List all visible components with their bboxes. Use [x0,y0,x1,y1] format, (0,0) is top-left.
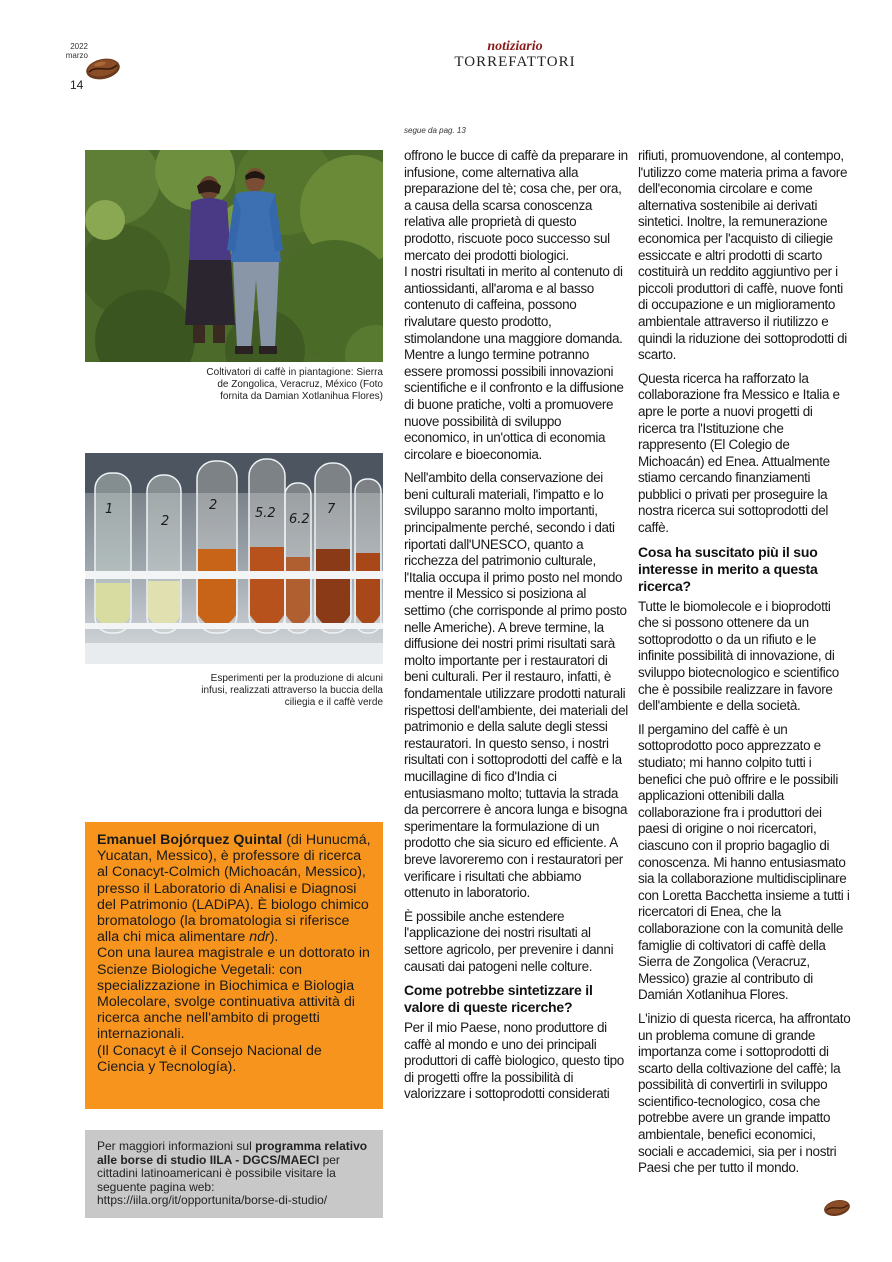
col2-question-heading: Come potrebbe sintetizzare il valore di queste ricerche? [404,982,593,1016]
col3-paragraph-3: Tutte le biomolecole e i bioprodotti che si possono ottenere da un sottoprodotto o da un rifiuto e le infinite possibilità di innovazione, di sviluppo biotecnologico e scientifico che è possibile realizzare in favore dell'ambiente e della società. [638,598,839,714]
col3-paragraph-1: rifiuti, promuovendone, al contempo, l'utilizzo come materia prima a favore dell'economia circolare e come alternativa sostenibile ai derivati sintetici. Inoltre, la remunerazione economica per l'acquisto di ciliegie essiccate e altri prodotti di scarto costituirà un reddito aggiuntivo per i piccoli produttori di caffè, nuove fonti di occupazione e un miglioramento ambientale attraverso il riutilizzo e quindi la riduzione dei sottoprodotti di scarto. [638,148,848,363]
article-column-2 [404,148,628,1110]
tube-label-6: 7 [327,502,336,517]
scholarship-link-text[interactable]: per cittadini latinoamericani è possibile visitare la seguente pagina web: https://iila.org/it/opportunita/borse-di-studio/ [97,1152,340,1207]
col2-paragraph-4: È possibile anche estendere l'applicazione dei nostri risultati al settore agricolo, per prevenire i danni causati dai patogeni nelle colture. [404,908,614,974]
photo-caption-tubes: Esperimenti per la produzione di alcuni infusi, realizzati attraverso la buccia della ciliegia e il caffè verde [201,673,383,708]
issue-year: 2022 [70,42,88,51]
end-coffee-bean-icon [822,1198,852,1218]
masthead [380,40,650,70]
continued-from-note: segue da pag. 13 [404,126,466,135]
col2-paragraph-2: I nostri risultati in merito al contenuto di antiossidanti, all'aroma e al basso contenuto di caffeina, possono rivalutare questo prodotto, stimolandone una maggiore domanda. Mentre a lungo termine potranno essere promossi possibili innovazioni scientifiche e il confronto e la diffusione di buone pratiche, volti a promuovere nuove possibilità di sviluppo economico, in un'ottica di economia circolare e bioeconomia. [404,264,624,462]
col3-question-heading: Cosa ha suscitato più il suo interesse in merito a questa ricerca? [638,543,818,594]
scholarship-info-box: Per maggiori informazioni sul programma relativo alle borse di studio IILA - DGCS/MAECI per cittadini latinoamericani è possibile visitare la seguente pagina web: https://iila.org/it/opportunita/borse-di-studio/ [85,1130,383,1218]
tube-label-5: 6.2 [289,512,310,527]
bio-paragraph-1: Emanuel Bojórquez Quintal (di Hunucmá, Yucatan, Messico), è professore di ricerca al Conacyt-Colmich (Michoacán, Messico), presso il Laboratorio di Analisi e Diagnosi del Patrimonio (LADiPA). È biologo chimico bromatologo (la bromatologia si riferisce alla chi mica alimentare ndr). [97,832,371,946]
col2-paragraph-1: offrono le bucce di caffè da preparare in infusione, come alternativa alla preparazione del tè; cosa che, per ora, a causa della scarsa conoscenza relativa alle proprietà di questo prodotto, riscuote poco successo sul mercato dei prodotti biologici. [404,148,628,263]
masthead-notiziario: notiziario [487,39,543,54]
col2-paragraph-5: Per il mio Paese, nono produttore di caffè al mondo e uno dei principali produttori di caffè biologico, questo tipo di progetti offre la possibilità di valorizzare i sottoprodotti considerati [404,1020,624,1102]
tube-label-4: 5.2 [255,506,276,521]
bio-paragraph-2: Con una laurea magistrale e un dottorato in Scienze Biologiche Vegetali: con specializzazione in Biochimica e Biologia Molecolare, svolge continuativa attività di ricerca anche nell'ambito di progetti internazionali. [97,945,370,1043]
coffee-bean-icon [84,56,122,82]
photo-caption-farmers: Coltivatori di caffè in piantagione: Sierra de Zongolica, Veracruz, México (Foto fornita da Damian Xotlanihua Flores) [206,367,383,402]
masthead-title: TORREFATTORI [454,54,576,70]
page-number: 14 [70,78,84,92]
bio-paragraph-3: (Il Conacyt è il Consejo Nacional de Ciencia y Tecnología). [97,1042,322,1075]
tube-label-1: 1 [105,502,114,517]
author-name: Emanuel Bojórquez Quintal [97,832,283,848]
article-column-3 [638,148,853,1184]
col3-paragraph-4: Il pergamino del caffè è un sottoprodotto poco apprezzato e studiato; mi hanno colpito tutti i benefici che può offrire e le possibili applicazioni ottenibili dalla collaborazione fra i produttori dei paesi di origine o noi ricercatori, ciascuno con il proprio bagaglio di conoscenza. Mi hanno entusiasmato sia la collaborazione multidisciplinare con Loretta Bacchetta insieme a tutti i ricercatori di Enea, che la collaborazione con la comunità delle famiglie di coltivatori di caffè della Sierra de Zongolica (Veracruz, Messico) grazie al contributo di Damián Xotlanihua Flores. [638,721,850,1003]
scholarship-program-name: programma relativo alle borse di studio IILA - DGCS/MAECI [97,1139,368,1167]
photo-coffee-farmers [85,150,383,362]
issue-date [52,42,88,60]
col3-paragraph-5: L'inizio di questa ricerca, ha affrontato un problema comune di grande importanza come i sottoprodotti di scarto della coltivazione del caffè; la possibilità di convertirli in sviluppo scientifico-tecnologico, cosa che potrebbe avere un grande impatto ambientale, benefici economici, sociali e accademici, sia per i nostri Paesi che per tutto il mondo. [638,1010,851,1176]
tube-label-3: 2 [209,498,218,513]
col2-paragraph-3: Nell'ambito della conservazione dei beni culturali materiali, l'impatto e lo sviluppo saranno molto importanti, principalmente perché, secondo i dati riportati dall'UNESCO, quanto a ricchezza del patrimonio culturale, l'Italia occupa il primo posto nel mondo mentre il Messico si posiziona al settimo (che corrisponde al primo posto nelle Americhe). A breve termine, la diffusione dei nostri primi risultati sarà molto importante per i restauratori di beni culturali. Per il restauro, infatti, è fondamentale utilizzare prodotti naturali rispettosi dell'ambiente, dei materiali del patrimonio e della salute degli stessi restauratori. In questo senso, i nostri risultati con i sottoprodotti del caffè e la mucillagine di fico d'India ci entusiasmano molto; tuttavia la strada da percorrere è ancora lunga e bisogna sperimentare la formulazione di un prodotto che sia sicuro ed efficiente. A breve lavoreremo con i restauratori per verificare i risultati che abbiamo ottenuto in laboratorio. [404,470,628,901]
tube-label-2: 2 [161,514,170,529]
author-bio-box [85,822,383,1109]
photo-test-tubes [85,453,383,664]
issue-month: marzo [65,51,88,60]
col3-paragraph-2: Questa ricerca ha rafforzato la collaborazione fra Messico e Italia e apre le porte a nuovi progetti di ricerca tra l'Istituzione che rappresento (El Colegio de Michoacán) ed Enea. Attualmente stiamo cercando finanziamenti pubblici o privati per proseguire la nostra ricerca sui sottoprodotti del caffè. [638,370,840,536]
